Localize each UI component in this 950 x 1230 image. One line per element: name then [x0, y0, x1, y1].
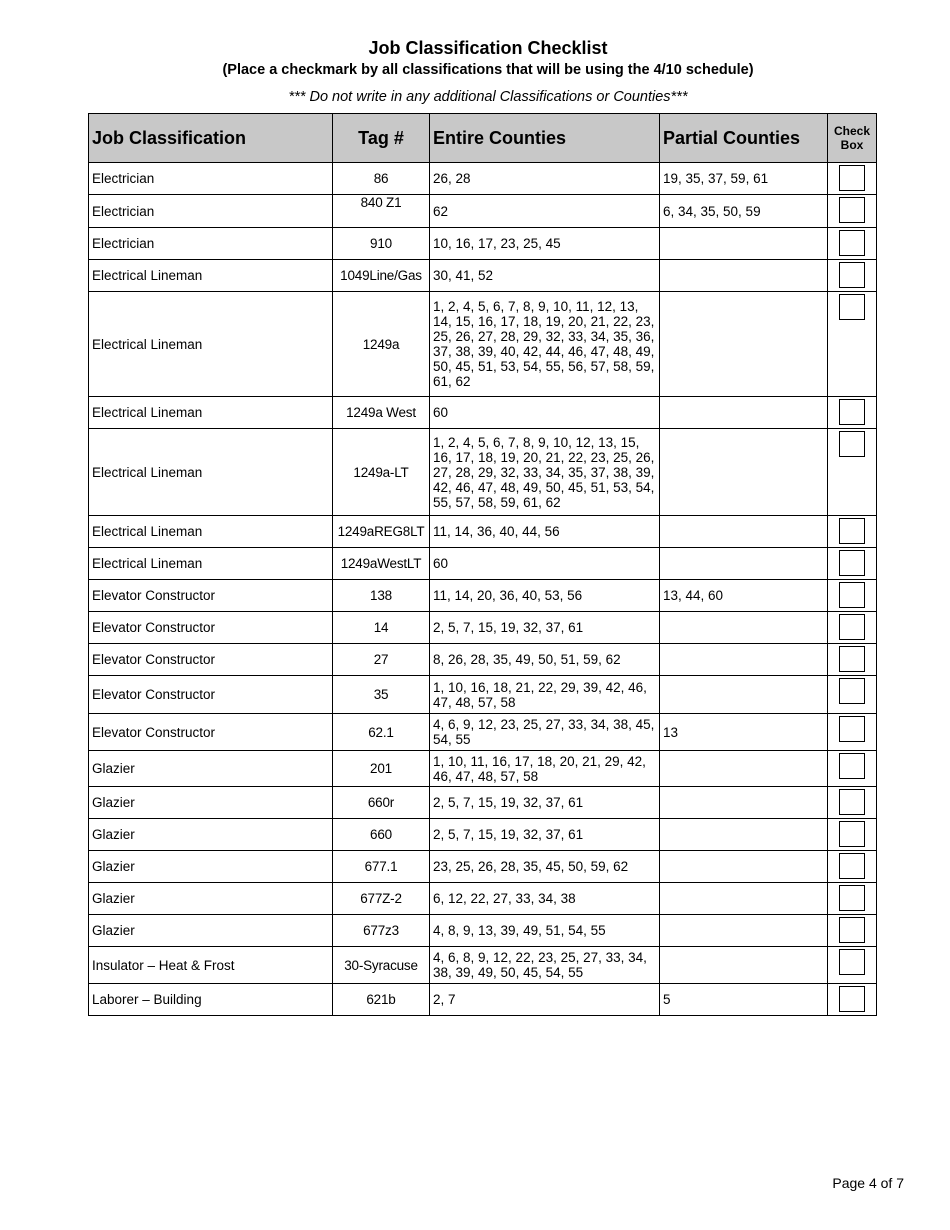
table-row	[89, 516, 877, 548]
check-box-cell	[828, 292, 877, 397]
job-classification-cell: Electrical Lineman	[89, 548, 333, 580]
job-classification-cell: Electrical Lineman	[89, 260, 333, 292]
partial-counties-cell	[660, 644, 828, 676]
checkbox[interactable]	[839, 678, 865, 704]
entire-counties-cell: 1, 2, 4, 5, 6, 7, 8, 9, 10, 11, 12, 13, 14, 15, 16, 17, 18, 19, 20, 21, 22, 23, 25, 26, 27, 28, 29, 32, 33, 34, 35, 36, 37, 38, 39, 40, 42, 44, 46, 47, 48, 49, 50, 45, 51, 53, 54, 55, 56, 57, 58, 59, 61, 62	[430, 292, 660, 397]
job-classification-cell: Glazier	[89, 819, 333, 851]
partial-counties-cell	[660, 548, 828, 580]
job-classification-cell: Elevator Constructor	[89, 580, 333, 612]
tag-cell: 1249aWestLT	[333, 548, 430, 580]
table-row	[89, 819, 877, 851]
entire-counties-cell: 1, 10, 11, 16, 17, 18, 20, 21, 29, 42, 46, 47, 48, 57, 58	[430, 751, 660, 787]
partial-counties-cell	[660, 947, 828, 984]
check-box-cell	[828, 516, 877, 548]
entire-counties-cell: 4, 6, 8, 9, 12, 22, 23, 25, 27, 33, 34, 38, 39, 49, 50, 45, 54, 55	[430, 947, 660, 984]
entire-counties-cell: 60	[430, 397, 660, 429]
job-classification-cell: Glazier	[89, 751, 333, 787]
entire-counties-cell: 4, 8, 9, 13, 39, 49, 51, 54, 55	[430, 915, 660, 947]
job-classification-cell: Glazier	[89, 851, 333, 883]
job-classification-cell: Electrician	[89, 228, 333, 260]
partial-counties-cell	[660, 819, 828, 851]
entire-counties-cell: 6, 12, 22, 27, 33, 34, 38	[430, 883, 660, 915]
table-row	[89, 195, 877, 228]
entire-counties-cell: 8, 26, 28, 35, 49, 50, 51, 59, 62	[430, 644, 660, 676]
table-row	[89, 851, 877, 883]
checkbox[interactable]	[839, 917, 865, 943]
header-entire-counties: Entire Counties	[430, 114, 660, 163]
check-box-cell	[828, 947, 877, 984]
tag-cell: 660	[333, 819, 430, 851]
check-box-cell	[828, 397, 877, 429]
job-classification-cell: Electrician	[89, 163, 333, 195]
job-classification-cell: Electrical Lineman	[89, 516, 333, 548]
tag-cell: 30-Syracuse	[333, 947, 430, 984]
entire-counties-cell: 60	[430, 548, 660, 580]
table-row	[89, 751, 877, 787]
job-classification-cell: Glazier	[89, 787, 333, 819]
checkbox[interactable]	[839, 399, 865, 425]
checkbox[interactable]	[839, 582, 865, 608]
partial-counties-cell: 5	[660, 984, 828, 1016]
job-classification-cell: Elevator Constructor	[89, 676, 333, 714]
partial-counties-cell	[660, 676, 828, 714]
header-partial-counties: Partial Counties	[660, 114, 828, 163]
tag-cell: 677Z-2	[333, 883, 430, 915]
checkbox[interactable]	[839, 518, 865, 544]
partial-counties-cell	[660, 292, 828, 397]
tag-cell: 35	[333, 676, 430, 714]
check-box-cell	[828, 751, 877, 787]
entire-counties-cell: 2, 5, 7, 15, 19, 32, 37, 61	[430, 787, 660, 819]
entire-counties-cell: 2, 5, 7, 15, 19, 32, 37, 61	[430, 819, 660, 851]
tag-cell: 1249aREG8LT	[333, 516, 430, 548]
check-box-cell	[828, 429, 877, 516]
checkbox[interactable]	[839, 949, 865, 975]
tag-cell: 910	[333, 228, 430, 260]
table-row	[89, 429, 877, 516]
table-row	[89, 292, 877, 397]
job-classification-cell: Electrician	[89, 195, 333, 228]
entire-counties-cell: 1, 10, 16, 18, 21, 22, 29, 39, 42, 46, 47, 48, 57, 58	[430, 676, 660, 714]
checkbox[interactable]	[839, 646, 865, 672]
table-row	[89, 883, 877, 915]
partial-counties-cell	[660, 851, 828, 883]
checkbox[interactable]	[839, 550, 865, 576]
checkbox[interactable]	[839, 853, 865, 879]
check-box-cell	[828, 676, 877, 714]
checkbox[interactable]	[839, 753, 865, 779]
check-box-cell	[828, 984, 877, 1016]
tag-cell: 138	[333, 580, 430, 612]
table-row	[89, 580, 877, 612]
table-row	[89, 915, 877, 947]
partial-counties-cell	[660, 915, 828, 947]
entire-counties-cell: 1, 2, 4, 5, 6, 7, 8, 9, 10, 12, 13, 15, 16, 17, 18, 19, 20, 21, 22, 23, 25, 26, 27, 28, 29, 32, 33, 34, 35, 37, 38, 39, 42, 46, 47, 48, 49, 50, 45, 51, 53, 54, 55, 57, 58, 59, 61, 62	[430, 429, 660, 516]
entire-counties-cell: 11, 14, 20, 36, 40, 53, 56	[430, 580, 660, 612]
job-classification-cell: Elevator Constructor	[89, 714, 333, 751]
table-row	[89, 397, 877, 429]
checkbox[interactable]	[839, 885, 865, 911]
partial-counties-cell	[660, 429, 828, 516]
check-box-cell	[828, 644, 877, 676]
entire-counties-cell: 2, 5, 7, 15, 19, 32, 37, 61	[430, 612, 660, 644]
partial-counties-cell: 13, 44, 60	[660, 580, 828, 612]
notice-text: *** Do not write in any additional Classifications or Counties***	[288, 89, 688, 105]
table-row	[89, 612, 877, 644]
job-classification-cell: Electrical Lineman	[89, 292, 333, 397]
checkbox[interactable]	[839, 262, 865, 288]
tag-cell: 1249a-LT	[333, 429, 430, 516]
entire-counties-cell: 10, 16, 17, 23, 25, 45	[430, 228, 660, 260]
partial-counties-cell: 19, 35, 37, 59, 61	[660, 163, 828, 195]
check-box-cell	[828, 548, 877, 580]
check-box-cell	[828, 228, 877, 260]
partial-counties-cell: 6, 34, 35, 50, 59	[660, 195, 828, 228]
header-job-classification: Job Classification	[89, 114, 333, 163]
checkbox[interactable]	[839, 716, 865, 742]
partial-counties-cell: 13	[660, 714, 828, 751]
table-row	[89, 644, 877, 676]
tag-cell: 14	[333, 612, 430, 644]
table-row	[89, 163, 877, 195]
page-subtitle: (Place a checkmark by all classifications that will be using the 4/10 schedule)	[222, 62, 754, 78]
job-classification-cell: Electrical Lineman	[89, 397, 333, 429]
entire-counties-cell: 11, 14, 36, 40, 44, 56	[430, 516, 660, 548]
tag-cell: 840 Z1	[333, 195, 430, 228]
tag-cell: 621b	[333, 984, 430, 1016]
entire-counties-cell: 26, 28	[430, 163, 660, 195]
checkbox[interactable]	[839, 821, 865, 847]
entire-counties-cell: 30, 41, 52	[430, 260, 660, 292]
checkbox[interactable]	[839, 431, 865, 457]
checkbox[interactable]	[839, 197, 865, 223]
checkbox[interactable]	[839, 789, 865, 815]
tag-cell: 27	[333, 644, 430, 676]
partial-counties-cell	[660, 751, 828, 787]
checkbox[interactable]	[839, 294, 865, 320]
partial-counties-cell	[660, 260, 828, 292]
check-box-cell	[828, 714, 877, 751]
table-row	[89, 228, 877, 260]
tag-cell: 677.1	[333, 851, 430, 883]
partial-counties-cell	[660, 883, 828, 915]
tag-cell: 1249a West	[333, 397, 430, 429]
check-box-cell	[828, 195, 877, 228]
page-number: Page 4 of 7	[832, 1175, 904, 1191]
checkbox[interactable]	[839, 986, 865, 1012]
partial-counties-cell	[660, 228, 828, 260]
tag-cell: 1049Line/Gas	[333, 260, 430, 292]
partial-counties-cell	[660, 787, 828, 819]
check-box-cell	[828, 163, 877, 195]
entire-counties-cell: 2, 7	[430, 984, 660, 1016]
classification-table	[88, 113, 877, 1016]
entire-counties-cell: 4, 6, 9, 12, 23, 25, 27, 33, 34, 38, 45, 54, 55	[430, 714, 660, 751]
partial-counties-cell	[660, 397, 828, 429]
check-box-cell	[828, 883, 877, 915]
tag-cell: 660r	[333, 787, 430, 819]
job-classification-cell: Electrical Lineman	[89, 429, 333, 516]
check-box-cell	[828, 819, 877, 851]
check-box-cell	[828, 851, 877, 883]
entire-counties-cell: 23, 25, 26, 28, 35, 45, 50, 59, 62	[430, 851, 660, 883]
check-box-cell	[828, 612, 877, 644]
table-row	[89, 984, 877, 1016]
check-box-cell	[828, 580, 877, 612]
partial-counties-cell	[660, 516, 828, 548]
table-row	[89, 787, 877, 819]
tag-cell: 1249a	[333, 292, 430, 397]
tag-cell: 62.1	[333, 714, 430, 751]
entire-counties-cell: 62	[430, 195, 660, 228]
job-classification-cell: Laborer – Building	[89, 984, 333, 1016]
checkbox[interactable]	[839, 614, 865, 640]
tag-cell: 677z3	[333, 915, 430, 947]
table-row	[89, 947, 877, 984]
job-classification-cell: Insulator – Heat & Frost	[89, 947, 333, 984]
check-box-cell	[828, 787, 877, 819]
page-title: Job Classification Checklist	[368, 38, 608, 58]
job-classification-cell: Elevator Constructor	[89, 612, 333, 644]
tag-cell: 86	[333, 163, 430, 195]
checkbox[interactable]	[839, 165, 865, 191]
header-check-box: Check Box	[828, 114, 877, 163]
table-row	[89, 548, 877, 580]
header-tag: Tag #	[333, 114, 430, 163]
partial-counties-cell	[660, 612, 828, 644]
job-classification-cell: Glazier	[89, 883, 333, 915]
table-row	[89, 676, 877, 714]
checkbox[interactable]	[839, 230, 865, 256]
tag-cell: 201	[333, 751, 430, 787]
table-row	[89, 260, 877, 292]
table-header-row	[89, 114, 877, 163]
job-classification-cell: Elevator Constructor	[89, 644, 333, 676]
table-row	[89, 714, 877, 751]
job-classification-cell: Glazier	[89, 915, 333, 947]
check-box-cell	[828, 915, 877, 947]
check-box-cell	[828, 260, 877, 292]
